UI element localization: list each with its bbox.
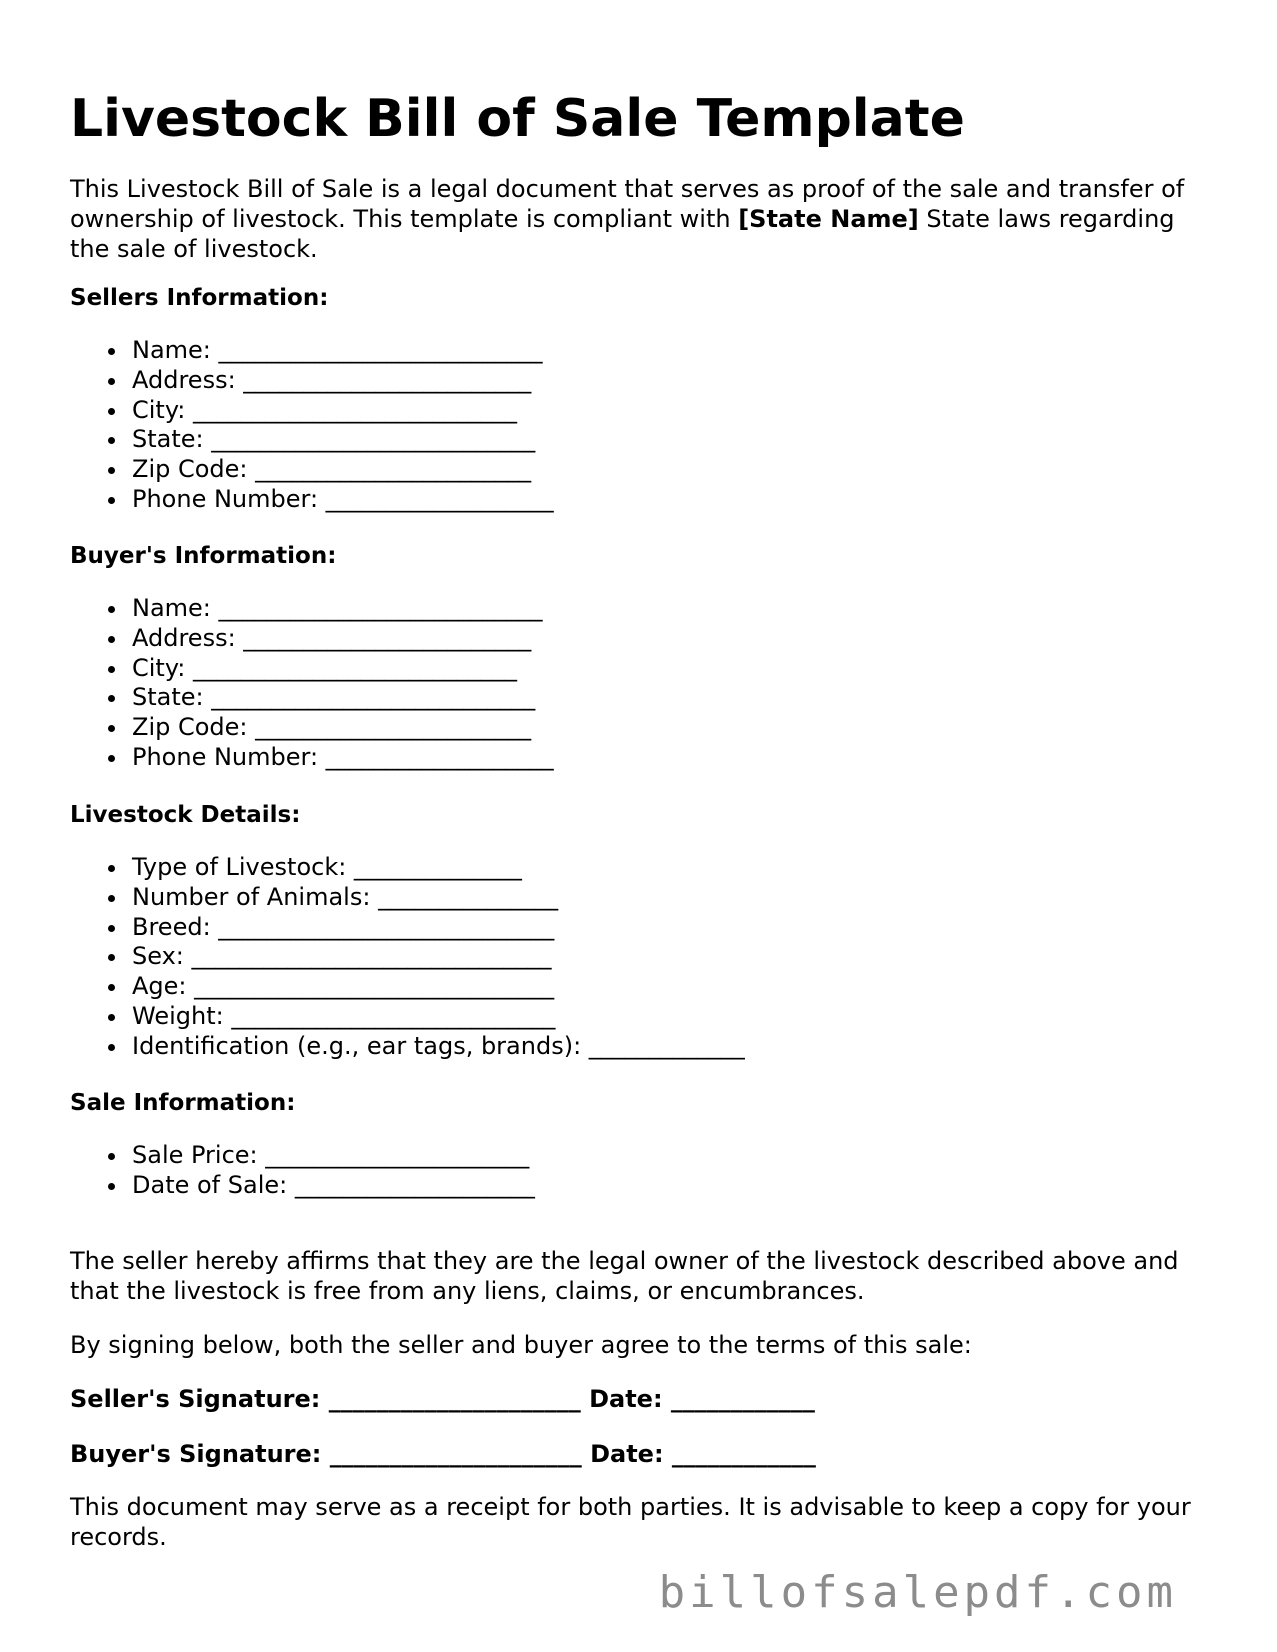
seller-signature-line[interactable]: Seller's Signature: _____________________ Date: ____________ [70,1385,815,1413]
sale-price-field[interactable]: Sale Price: ______________________ [70,1141,535,1171]
buyers-heading: Buyer's Information: [70,543,337,569]
intro-paragraph [70,174,1210,264]
seller-phone-field[interactable]: Phone Number: ___________________ [70,485,554,515]
livestock-sex-field[interactable]: Sex: ______________________________ [70,942,745,972]
seller-state-field[interactable]: State: ___________________________ [70,425,554,455]
buyer-signature-line[interactable]: Buyer's Signature: _____________________ Date: ____________ [70,1440,816,1468]
livestock-heading: Livestock Details: [70,802,301,828]
seller-address-field[interactable]: Address: ________________________ [70,366,554,396]
buyer-city-field[interactable]: City: ___________________________ [70,654,554,684]
livestock-type-field[interactable]: Type of Livestock: ______________ [70,853,745,883]
intro-text-end: State laws regarding the sale of livestock. [70,205,1175,263]
livestock-age-field[interactable]: Age: ______________________________ [70,972,745,1002]
closing-paragraph: This document may serve as a receipt for both parties. It is advisable to keep a copy for your records. [70,1493,1191,1551]
state-name-placeholder: [State Name] [738,205,919,233]
sellers-heading: Sellers Information: [70,285,329,311]
affirmation-paragraph: The seller hereby affirms that they are the legal owner of the livestock described above and that the livestock is free from any liens, claims, or encumbrances. [70,1247,1179,1305]
seller-name-field[interactable]: Name: ___________________________ [70,336,554,366]
buyer-zip-field[interactable]: Zip Code: _______________________ [70,713,554,743]
livestock-weight-field[interactable]: Weight: ___________________________ [70,1002,745,1032]
watermark-text: billofsalepdf.com [658,1567,1177,1618]
buyer-phone-field[interactable]: Phone Number: ___________________ [70,743,554,773]
livestock-breed-field[interactable]: Breed: ____________________________ [70,913,745,943]
seller-city-field[interactable]: City: ___________________________ [70,396,554,426]
buyer-name-field[interactable]: Name: ___________________________ [70,594,554,624]
sale-heading: Sale Information: [70,1090,296,1116]
agreement-paragraph: By signing below, both the seller and buyer agree to the terms of this sale: [70,1331,972,1359]
livestock-identification-field[interactable]: Identification (e.g., ear tags, brands): _____________ [70,1032,745,1062]
livestock-field-list [70,853,745,1062]
seller-zip-field[interactable]: Zip Code: _______________________ [70,455,554,485]
sale-date-field[interactable]: Date of Sale: ____________________ [70,1171,535,1201]
page-title: Livestock Bill of Sale Template [70,89,965,149]
buyer-address-field[interactable]: Address: ________________________ [70,624,554,654]
buyer-state-field[interactable]: State: ___________________________ [70,683,554,713]
livestock-count-field[interactable]: Number of Animals: _______________ [70,883,745,913]
sellers-field-list [70,336,554,515]
intro-text-start: This Livestock Bill of Sale is a legal document that serves as proof of the sale and transfer of ownership of livestock. This template is compliant with [70,175,1185,233]
buyers-field-list [70,594,554,773]
sale-field-list [70,1141,535,1201]
